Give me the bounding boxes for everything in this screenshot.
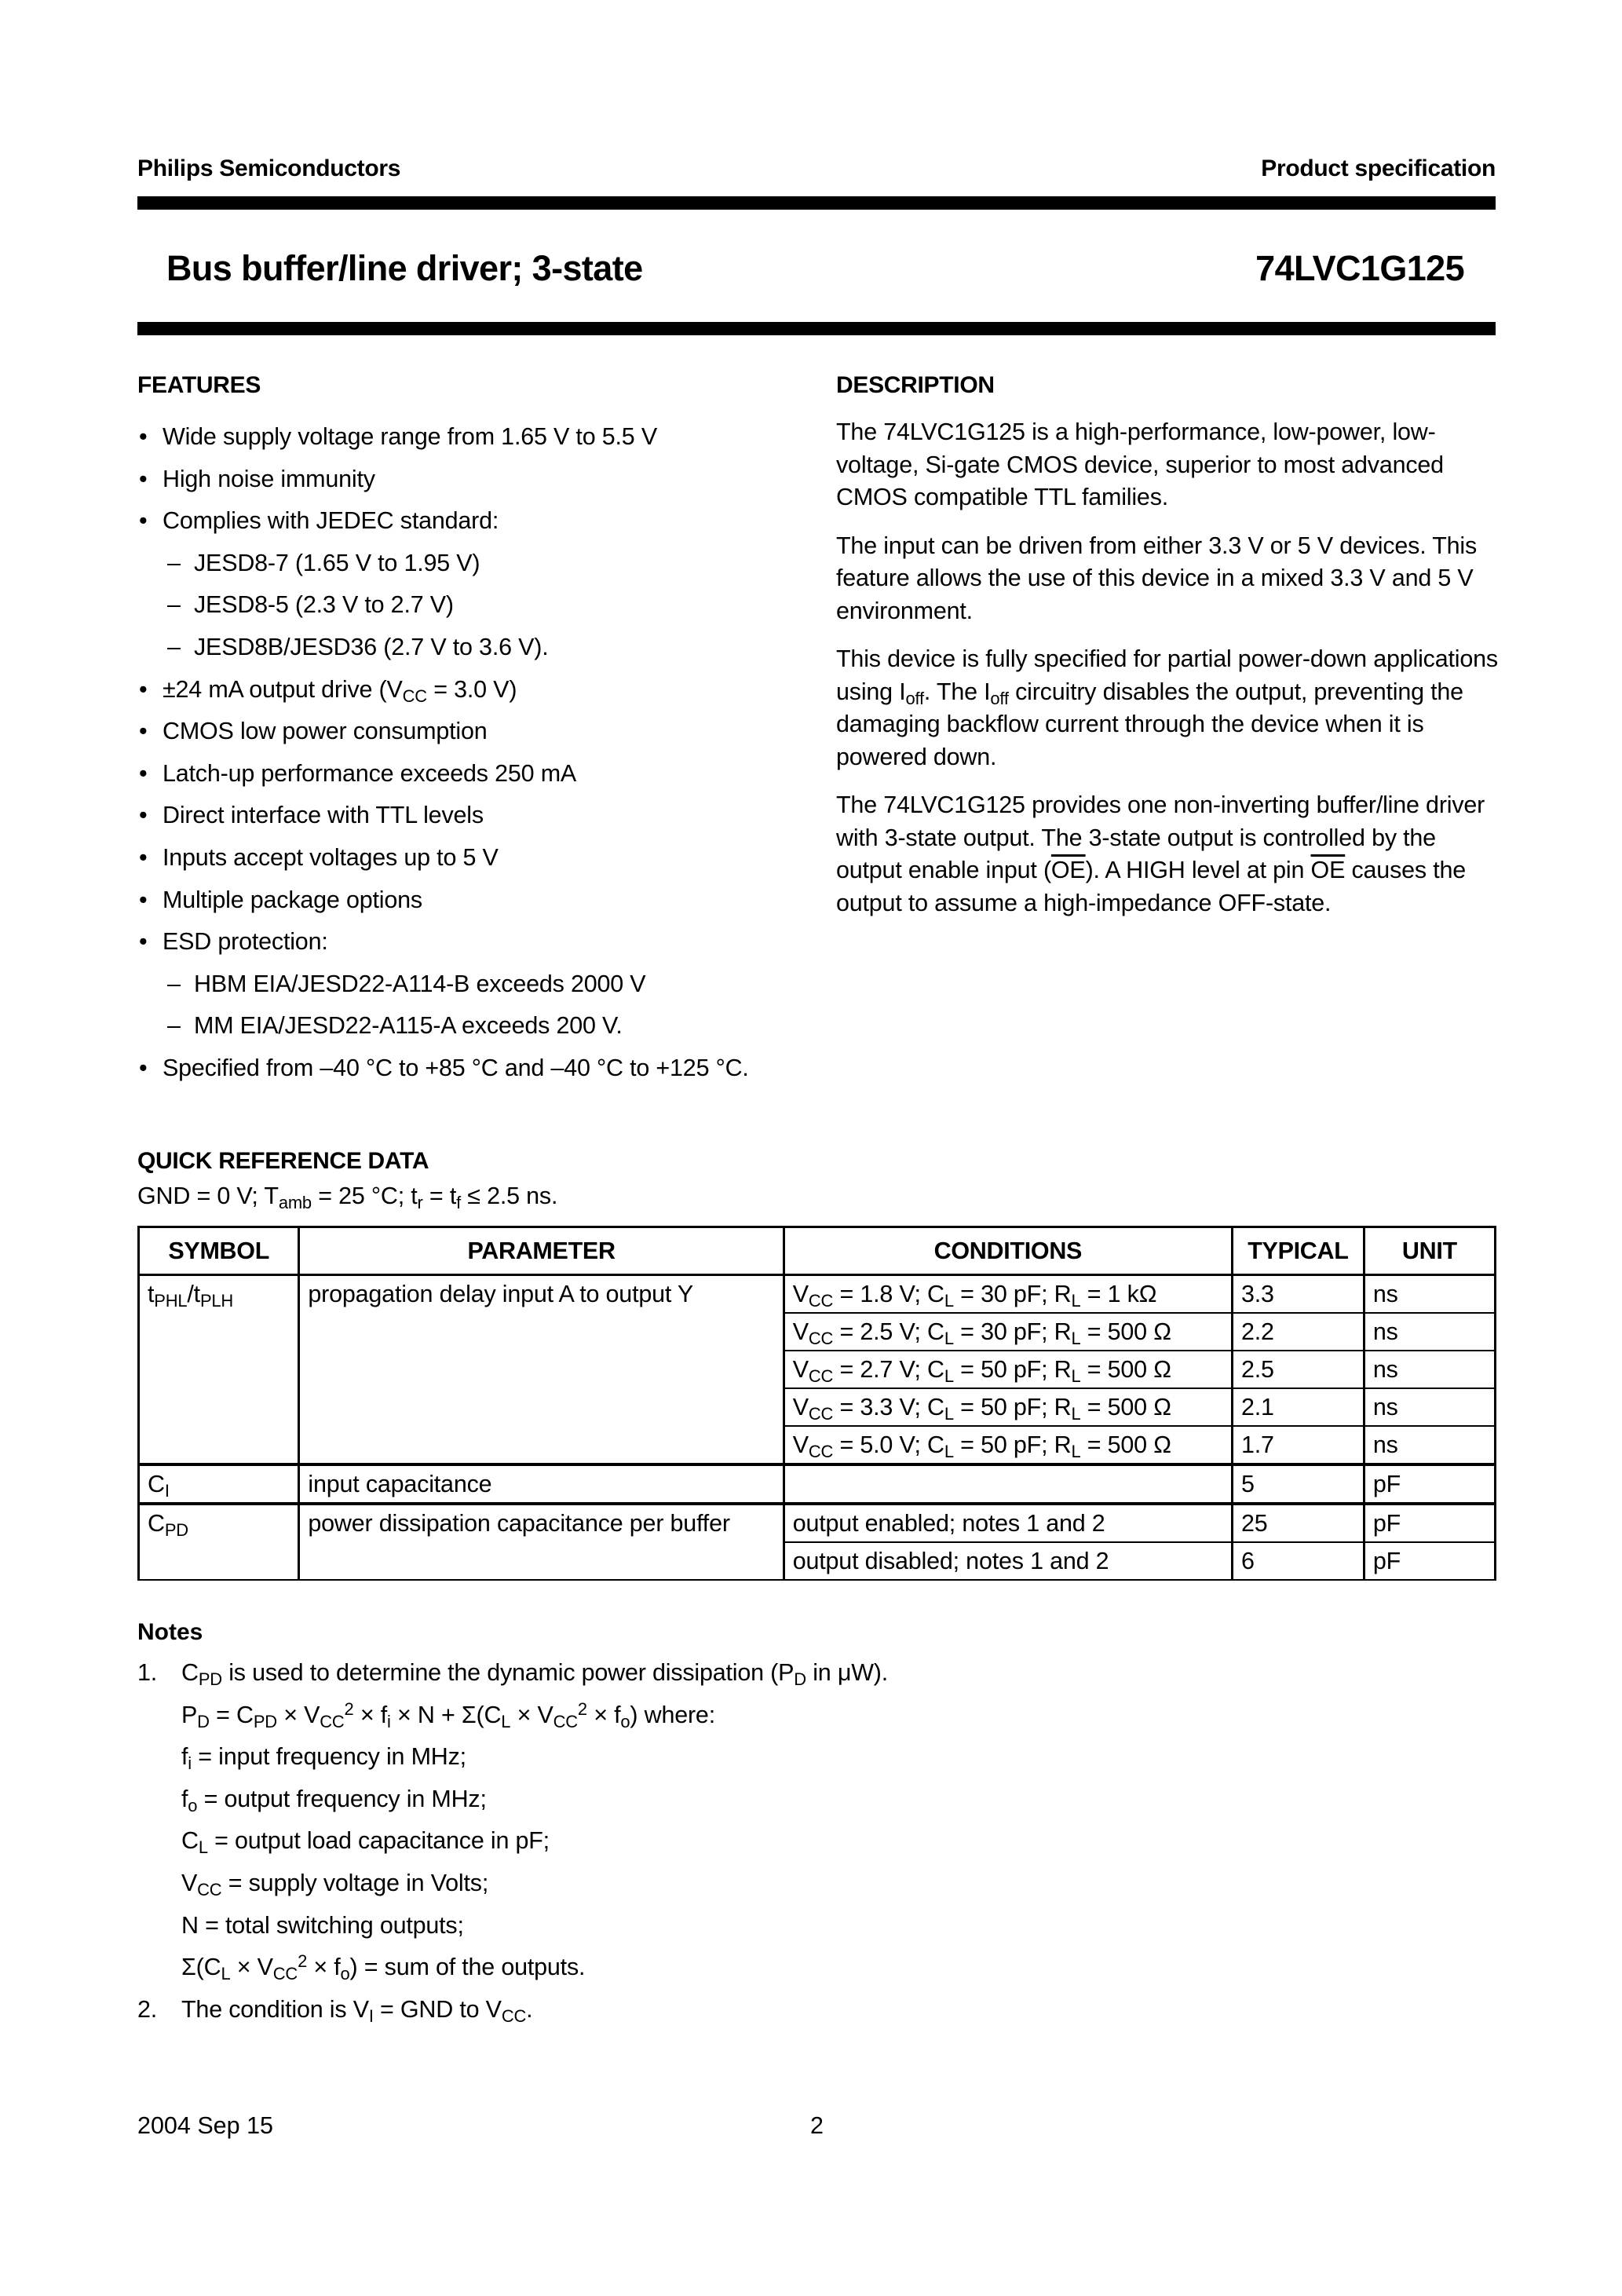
features-list (137, 416, 813, 1090)
description-section (836, 372, 1503, 919)
features-heading: FEATURES (137, 372, 261, 398)
column-header: PARAMETER (299, 1227, 784, 1275)
quick-reference-heading: QUICK REFERENCE DATA (137, 1148, 429, 1174)
column-header: SYMBOL (139, 1227, 299, 1275)
typical-cell: 3.3 (1233, 1275, 1364, 1314)
title-rule (137, 322, 1496, 335)
company-name: Philips Semiconductors (137, 155, 401, 181)
quick-reference-table (137, 1226, 1496, 1581)
table-row (139, 1275, 1496, 1314)
feature-item: • Multiple package options (137, 879, 813, 922)
symbol-cell: $C_I$ (139, 1464, 299, 1504)
description-paragraph: This device is fully specified for partial power-down applications using $I_{off}$. The $I_{off}$ circuitry disables the output, preventing the damaging backflow current through the device when it is powered down. (836, 645, 1498, 770)
note-sum-definition: $\Sigma(C_L \times V_{CC}^2 \times f_o)$ = sum of the outputs. (181, 1951, 586, 1984)
typical-cell: 2.1 (1233, 1388, 1364, 1426)
typical-cell: 5 (1233, 1464, 1364, 1504)
features-section (137, 372, 813, 1090)
unit-cell: pF (1364, 1464, 1495, 1504)
feature-item: • Latch-up performance exceeds 250 mA (137, 753, 813, 795)
note-formula: $P_D = C_{PD} \times V_{CC}^2 \times f_i \times N + \Sigma(C_L \times V_{CC}^2 \times f_o)$ where: (181, 1698, 715, 1731)
note-definition: $C_L$ = output load capacitance in pF; (181, 1827, 550, 1858)
unit-cell: ns (1364, 1351, 1495, 1388)
feature-subitem: – MM EIA/JESD22-A115-A exceeds 200 V. (137, 1005, 813, 1047)
description-heading: DESCRIPTION (836, 372, 995, 398)
description-paragraph: The 74LVC1G125 provides one non-inverting buffer/line driver with 3-state output. The 3-state output is controlled by the output enable input $(\overline{OE})$. A HIGH level at pin $\overline{OE}$ causes the output to assume a high-impedance OFF-state. (836, 792, 1485, 916)
page-number: 2 (810, 2112, 824, 2139)
page-title: Bus buffer/line driver; 3-state (166, 248, 643, 288)
feature-item: • ESD protection: (137, 921, 813, 963)
typical-cell: 1.7 (1233, 1426, 1364, 1464)
note-definition: $V_{CC}$ = supply voltage in Volts; (181, 1869, 489, 1900)
typical-cell: 6 (1233, 1542, 1364, 1580)
conditions-cell: output disabled; notes 1 and 2 (784, 1542, 1232, 1580)
note-definition: N = total switching outputs; (181, 1911, 464, 1939)
feature-subitem: – HBM EIA/JESD22-A114-B exceeds 2000 V (137, 963, 813, 1006)
table-row (139, 1504, 1496, 1542)
feature-subitem: – JESD8B/JESD36 (2.7 V to 3.6 V). (137, 627, 813, 669)
quick-reference-section (137, 1148, 1496, 1213)
symbol-cell: $t_{PHL}/t_{PLH}$ (139, 1275, 299, 1465)
feature-item: • ±24 mA output drive ($V_{CC} = 3.0$ V) (137, 669, 813, 711)
unit-cell: ns (1364, 1313, 1495, 1351)
conditions-cell: output enabled; notes 1 and 2 (784, 1504, 1232, 1542)
unit-cell: ns (1364, 1426, 1495, 1464)
part-number: 74LVC1G125 (1255, 248, 1464, 288)
feature-subitem: – JESD8-5 (2.3 V to 2.7 V) (137, 584, 813, 627)
conditions-cell (784, 1464, 1232, 1504)
conditions-cell: $V_{CC} = 5.0$ V; $C_L = 50$ pF; $R_L = 500$ Ω (784, 1426, 1232, 1464)
parameter-cell: propagation delay input A to output Y (299, 1275, 784, 1465)
note-definition: $f_o$ = output frequency in MHz; (181, 1785, 487, 1815)
parameter-cell: input capacitance (299, 1464, 784, 1504)
feature-item: • CMOS low power consumption (137, 711, 813, 753)
feature-item: • High noise immunity (137, 459, 813, 501)
table-header-row (139, 1227, 1496, 1275)
unit-cell: ns (1364, 1388, 1495, 1426)
symbol-cell: $C_{PD}$ (139, 1504, 299, 1580)
unit-cell: pF (1364, 1542, 1495, 1580)
parameter-cell: power dissipation capacitance per buffer (299, 1504, 784, 1580)
feature-subitem: – JESD8-7 (1.65 V to 1.95 V) (137, 543, 813, 585)
column-header: UNIT (1364, 1227, 1495, 1275)
top-rule (137, 196, 1496, 210)
unit-cell: pF (1364, 1504, 1495, 1542)
conditions-cell: $V_{CC} = 2.7$ V; $C_L = 50$ pF; $R_L = 500$ Ω (784, 1351, 1232, 1388)
note-definition: $f_i$ = input frequency in MHz; (181, 1743, 466, 1774)
typical-cell: 2.2 (1233, 1313, 1364, 1351)
column-header: TYPICAL (1233, 1227, 1364, 1275)
footer-date: 2004 Sep 15 (137, 2112, 273, 2139)
conditions-cell: $V_{CC} = 2.5$ V; $C_L = 30$ pF; $R_L = 500$ Ω (784, 1313, 1232, 1351)
conditions-cell: $V_{CC} = 3.3$ V; $C_L = 50$ pF; $R_L = 500$ Ω (784, 1388, 1232, 1426)
notes-section (137, 1619, 1496, 2031)
oe-signal: $\overline{OE}$ (1310, 857, 1346, 883)
quick-reference-conditions: GND = 0 V; $T_{amb} = 25$ °C; $t_r = t_f \le 2.5$ ns. (137, 1183, 558, 1213)
conditions-cell: $V_{CC} = 1.8$ V; $C_L = 30$ pF; $R_L = 1$ kΩ (784, 1275, 1232, 1314)
description-paragraph: The input can be driven from either 3.3 V or 5 V devices. This feature allows the use of this device in a mixed 3.3 V and 5 V environment. (836, 532, 1478, 624)
typical-cell: 2.5 (1233, 1351, 1364, 1388)
feature-item: • Wide supply voltage range from 1.65 V to 5.5 V (137, 416, 813, 459)
feature-item: • Complies with JEDEC standard: (137, 500, 813, 543)
feature-item: • Direct interface with TTL levels (137, 795, 813, 837)
typical-cell: 25 (1233, 1504, 1364, 1542)
note-1: 1. $C_{PD}$ is used to determine the dynamic power dissipation ($P_D$ in μW). (137, 1659, 889, 1690)
oe-signal: $\overline{OE}$ (1050, 857, 1086, 883)
notes-heading: Notes (137, 1619, 203, 1645)
table-row (139, 1464, 1496, 1504)
feature-item: • Inputs accept voltages up to 5 V (137, 837, 813, 879)
unit-cell: ns (1364, 1275, 1495, 1314)
document-type: Product specification (1261, 155, 1496, 181)
feature-item: • Specified from –40 °C to +85 °C and –40 °C to +125 °C. (137, 1047, 813, 1090)
note-2: 2. The condition is $V_I$ = GND to $V_{CC}$. (137, 1995, 533, 2026)
description-paragraph: The 74LVC1G125 is a high-performance, low-power, low-voltage, Si-gate CMOS device, superior to most advanced CMOS compatible TTL families. (836, 419, 1444, 510)
column-header: CONDITIONS (784, 1227, 1232, 1275)
